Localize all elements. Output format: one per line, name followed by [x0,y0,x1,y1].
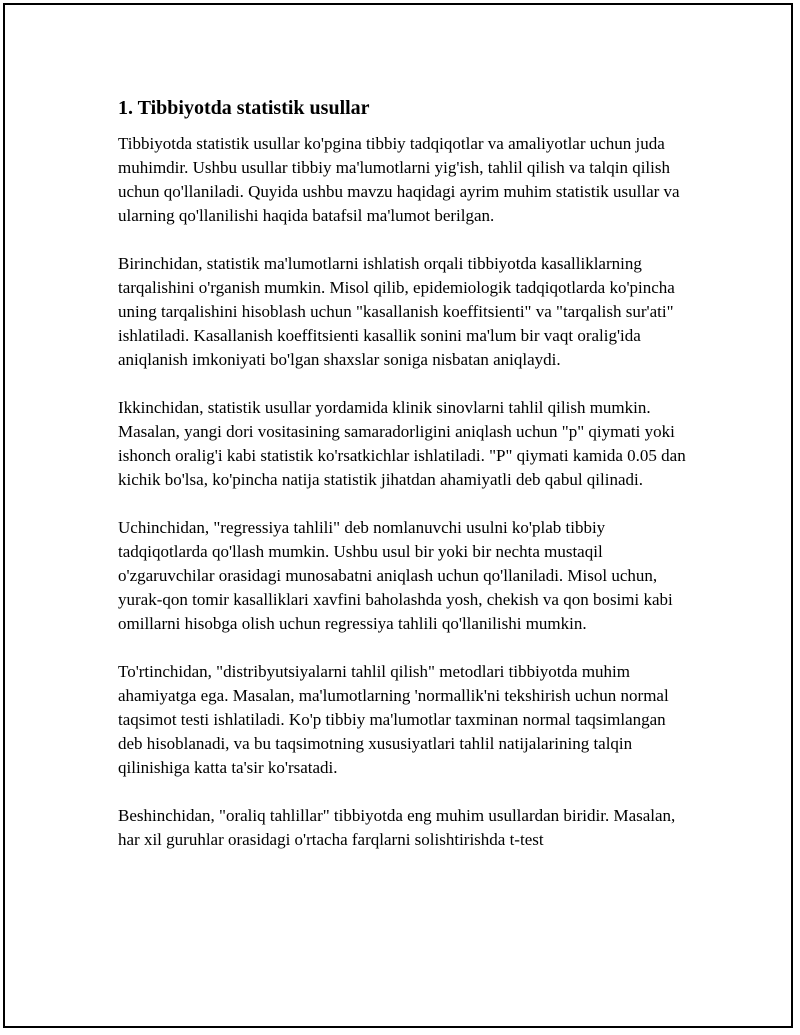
paragraph-fifth: Beshinchidan, "oraliq tahlillar" tibbiyotda eng muhim usullardan biridir. Masalan, har xil guruhlar orasidagi o'rtacha farqlarni solishtirishda t-test [118,806,676,849]
paragraph-fourth: To'rtinchidan, "distribyutsiyalarni tahlil qilish" metodlari tibbiyotda muhim ahamiyatga ega. Masalan, ma'lumotlarning 'normallik'ni tekshirish uchun normal taqsimot testi ishlatiladi. Ko'p tibbiy ma'lumotlar taxminan normal taqsimlangan deb hisoblanadi, va bu taqsimotning xususiyatlari tahlil natijalarining talqin qilinishiga katta ta'sir ko'rsatadi. [118,662,669,777]
document-body [118,96,693,876]
paragraph-intro: Tibbiyotda statistik usullar ko'pgina tibbiy tadqiqotlar va amaliyotlar uchun juda muhimdir. Ushbu usullar tibbiy ma'lumotlarni yig'ish, tahlil qilish va talqin qilish uchun qo'llaniladi. Quyida ushbu mavzu haqidagi ayrim muhim statistik usullar va ularning qo'llanilishi haqida batafsil ma'lumot berilgan. [118,134,680,225]
paragraph-first: Birinchidan, statistik ma'lumotlarni ishlatish orqali tibbiyotda kasalliklarning tarqalishini o'rganish mumkin. Misol qilib, epidemiologik tadqiqotlarda ko'pincha uning tarqalishini hisoblash uchun "kasallanish koeffitsienti" va "tarqalish sur'ati" ishlatiladi. Kasallanish koeffitsienti kasallik sonini ma'lum bir vaqt oralig'ida aniqlanish imkoniyati bo'lgan shaxslar soniga nisbatan aniqlaydi. [118,254,675,369]
paragraph-second: Ikkinchidan, statistik usullar yordamida klinik sinovlarni tahlil qilish mumkin. Masalan, yangi dori vositasining samaradorligini aniqlash uchun "p" qiymati yoki ishonch oralig'i kabi statistik ko'rsatkichlar ishlatiladi. "P" qiymati kamida 0.05 dan kichik bo'lsa, ko'pincha natija statistik jihatdan ahamiyatli deb qabul qilinadi. [118,398,686,489]
section-heading: 1. Tibbiyotda statistik usullar [118,97,370,119]
paragraph-third: Uchinchidan, "regressiya tahlili" deb nomlanuvchi usulni ko'plab tibbiy tadqiqotlarda qo'llash mumkin. Ushbu usul bir yoki bir nechta mustaqil o'zgaruvchilar orasidagi munosabatni aniqlash uchun qo'llaniladi. Misol uchun, yurak-qon tomir kasalliklari xavfini baholashda yosh, chekish va qon bosimi kabi omillarni hisobga olish uchun regressiya tahlili qo'llanilishi mumkin. [118,518,673,633]
